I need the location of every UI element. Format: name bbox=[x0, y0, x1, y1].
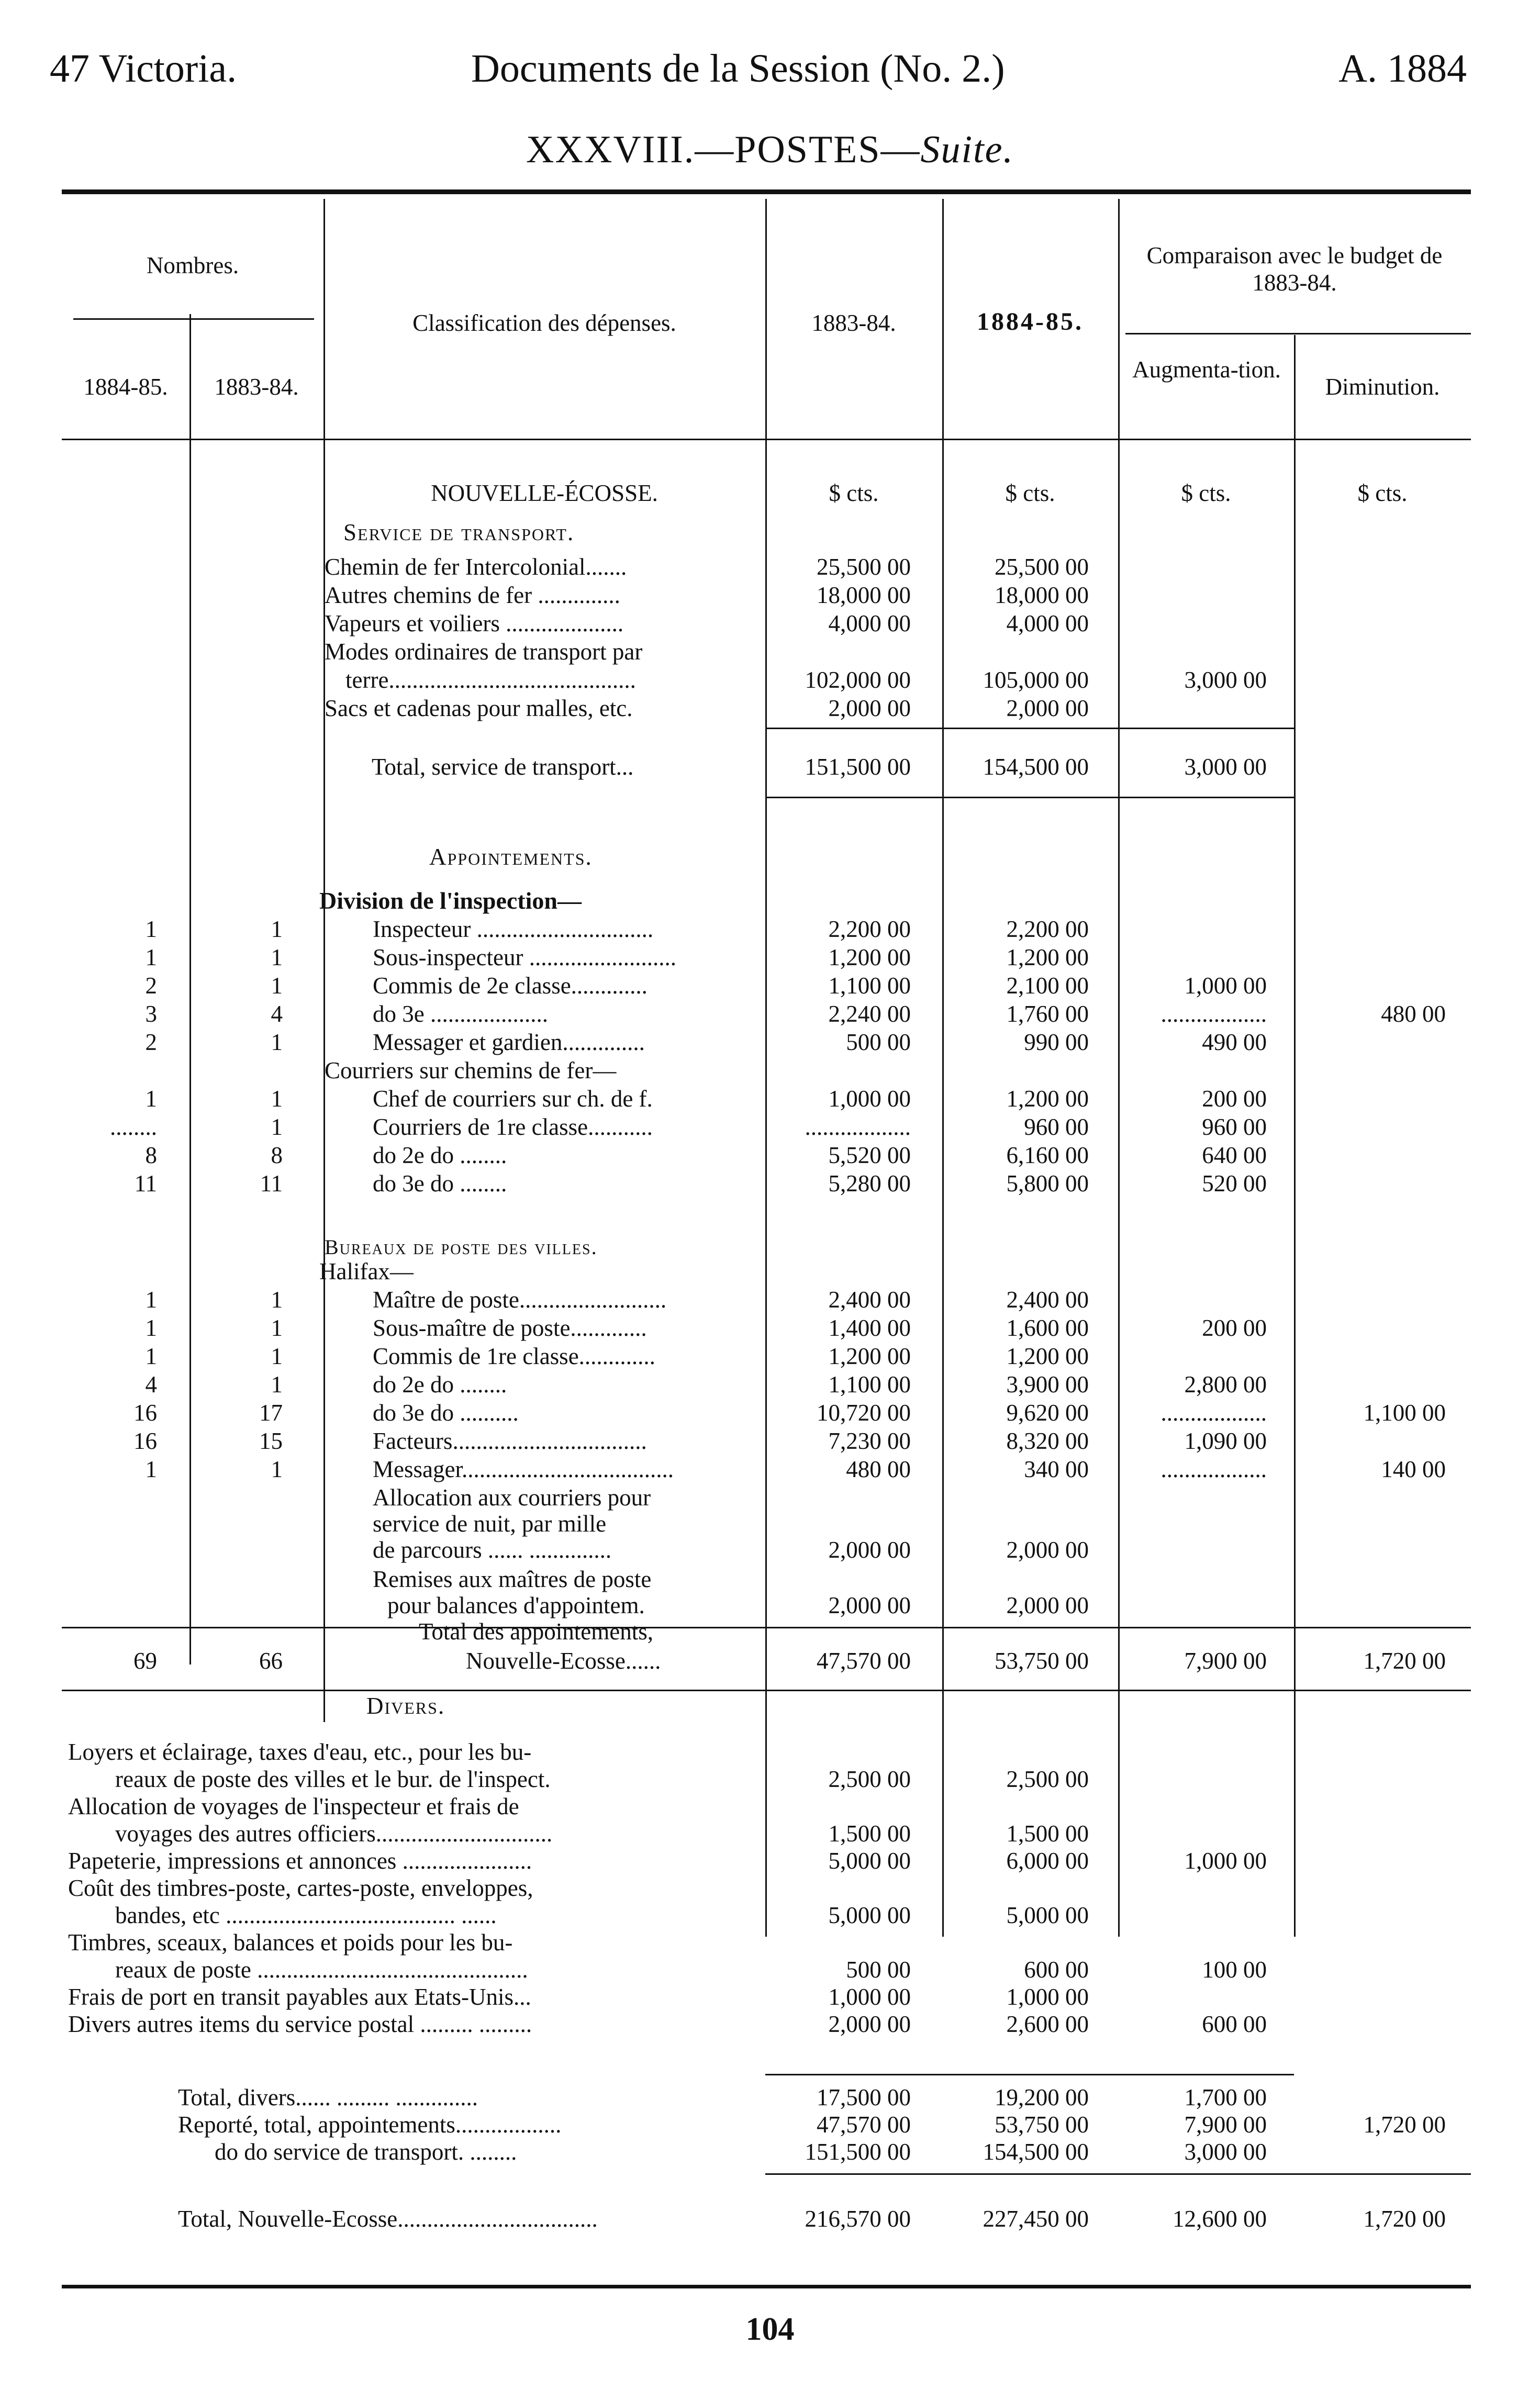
section-title: XXXVIII.—POSTES—Suite. bbox=[526, 128, 1014, 171]
inspection-row-n1: ........ bbox=[110, 1114, 157, 1140]
divers-row-y2: 2,600 00 bbox=[1006, 2011, 1089, 2037]
halifax-row-y2: 1,200 00 bbox=[1006, 1343, 1089, 1369]
divers-row-y2: 1,000 00 bbox=[1006, 1984, 1089, 2010]
summary-row-y1: 17,500 00 bbox=[817, 2084, 911, 2110]
transport-row-y1: 4,000 00 bbox=[828, 610, 911, 636]
divers-row-aug: 1,000 00 bbox=[1184, 1848, 1267, 1874]
inspection-row-n2: 8 bbox=[271, 1142, 283, 1168]
inspection-row-y2: 1,200 00 bbox=[1006, 944, 1089, 970]
transport-row-label: Chemin de fer Intercolonial....... bbox=[325, 554, 627, 580]
divers-row-label: Loyers et éclairage, taxes d'eau, etc., pour les bu- bbox=[68, 1739, 532, 1765]
transport-row-y2: 2,000 00 bbox=[1006, 695, 1089, 721]
transport-row-label: Modes ordinaires de transport par bbox=[325, 639, 643, 665]
inspection-row-y1: 2,200 00 bbox=[828, 916, 911, 942]
inspection-row-n1: 2 bbox=[145, 1029, 157, 1055]
inspection-row-label: do 3e .................... bbox=[373, 1001, 548, 1027]
divers-row-y2: 5,000 00 bbox=[1006, 1902, 1089, 1928]
inspection-row-y2: 960 00 bbox=[1024, 1114, 1089, 1140]
remises-line-2: pour balances d'appointem. bbox=[387, 1592, 645, 1618]
transport-row-label: terre.......................................... bbox=[345, 667, 636, 693]
inspection-row-y1: 2,240 00 bbox=[828, 1001, 911, 1027]
halifax-row-n1: 4 bbox=[145, 1371, 157, 1398]
col-divider-y1 bbox=[765, 199, 767, 1937]
divers-row-label: Coût des timbres-poste, cartes-poste, enveloppes, bbox=[68, 1875, 533, 1901]
inspection-row-aug: .................. bbox=[1160, 1001, 1267, 1027]
grand-total-y1: 216,570 00 bbox=[805, 2206, 911, 2232]
inspection-row-aug: 960 00 bbox=[1202, 1114, 1267, 1140]
header-bottom-rule bbox=[62, 439, 1471, 440]
divers-row-y2: 1,500 00 bbox=[1006, 1821, 1089, 1847]
inspection-row-y2: 2,100 00 bbox=[1006, 973, 1089, 999]
n1-header: 1884-85. bbox=[83, 374, 168, 400]
grand-total-dim: 1,720 00 bbox=[1363, 2206, 1446, 2232]
halifax-row-n2: 1 bbox=[271, 1371, 283, 1398]
halifax-row-aug: 2,800 00 bbox=[1184, 1371, 1267, 1398]
halifax-row-n1: 16 bbox=[133, 1400, 157, 1426]
transport-heading: Service de transport. bbox=[343, 519, 575, 545]
inspection-row-n2: 1 bbox=[271, 1029, 283, 1055]
inspection-row-label: Commis de 2e classe............. bbox=[373, 973, 648, 999]
remises-y2: 2,000 00 bbox=[1006, 1592, 1089, 1618]
halifax-row-dim: 140 00 bbox=[1381, 1456, 1446, 1482]
inspection-row-y2: 5,800 00 bbox=[1006, 1170, 1089, 1197]
appointements-total-y1: 47,570 00 bbox=[817, 1648, 911, 1674]
transport-row-label: Autres chemins de fer .............. bbox=[325, 582, 620, 608]
halifax-row-aug: 200 00 bbox=[1202, 1315, 1267, 1341]
comparaison-rule bbox=[1125, 333, 1471, 334]
transport-total-aug: 3,000 00 bbox=[1184, 754, 1267, 780]
halifax-row-n1: 1 bbox=[145, 1315, 157, 1341]
inspection-row-label: Courriers sur chemins de fer— bbox=[325, 1057, 617, 1084]
nombres-rule bbox=[73, 318, 314, 320]
inspection-row-aug: 1,000 00 bbox=[1184, 973, 1267, 999]
divers-row-aug: 100 00 bbox=[1202, 1957, 1267, 1983]
inspection-row-aug: 200 00 bbox=[1202, 1086, 1267, 1112]
inspection-row-aug: 520 00 bbox=[1202, 1170, 1267, 1197]
halifax-row-y1: 10,720 00 bbox=[817, 1400, 911, 1426]
halifax-row-n2: 15 bbox=[259, 1428, 283, 1454]
divers-row-y1: 2,000 00 bbox=[828, 2011, 911, 2037]
bottom-rule bbox=[62, 2285, 1471, 2288]
inspection-row-aug: 490 00 bbox=[1202, 1029, 1267, 1055]
halifax-row-y2: 8,320 00 bbox=[1006, 1428, 1089, 1454]
inspection-row-y2: 1,760 00 bbox=[1006, 1001, 1089, 1027]
summary-total-rule bbox=[765, 2173, 1471, 2175]
appointements-total-dim: 1,720 00 bbox=[1363, 1648, 1446, 1674]
halifax-row-n2: 1 bbox=[271, 1315, 283, 1341]
divers-row-label: Allocation de voyages de l'inspecteur et frais de bbox=[68, 1793, 519, 1819]
divers-row-aug: 600 00 bbox=[1202, 2011, 1267, 2037]
year2-header: 1884-85. bbox=[977, 308, 1084, 336]
units-y2: $ cts. bbox=[1005, 480, 1055, 506]
allocation-line-2: service de nuit, par mille bbox=[373, 1511, 607, 1537]
halifax-row-y1: 1,400 00 bbox=[828, 1315, 911, 1341]
divers-row-y1: 1,500 00 bbox=[828, 1821, 911, 1847]
halifax-row-n2: 17 bbox=[259, 1400, 283, 1426]
header-center: Documents de la Session (No. 2.) bbox=[471, 47, 1005, 91]
divers-subtotal-rule bbox=[765, 2074, 1294, 2075]
inspection-row-y1: 1,100 00 bbox=[828, 973, 911, 999]
divers-row-y2: 6,000 00 bbox=[1006, 1848, 1089, 1874]
appointements-heading: Appointements. bbox=[429, 844, 593, 870]
inspection-row-n2: 1 bbox=[271, 916, 283, 942]
inspection-row-y1: 500 00 bbox=[846, 1029, 911, 1055]
summary-row-y1: 151,500 00 bbox=[805, 2139, 911, 2165]
halifax-row-y2: 9,620 00 bbox=[1006, 1400, 1089, 1426]
appointements-total-top-rule bbox=[62, 1627, 1471, 1628]
year1-header: 1883-84. bbox=[811, 310, 896, 336]
inspection-row-n1: 3 bbox=[145, 1001, 157, 1027]
divers-row-label: Timbres, sceaux, balances et poids pour les bu- bbox=[68, 1929, 513, 1956]
summary-row-aug: 1,700 00 bbox=[1184, 2084, 1267, 2110]
transport-row-y1: 2,000 00 bbox=[828, 695, 911, 721]
transport-row-label: Vapeurs et voiliers .................... bbox=[325, 610, 624, 636]
grand-total-aug: 12,600 00 bbox=[1173, 2206, 1267, 2232]
transport-row-y2: 4,000 00 bbox=[1006, 610, 1089, 636]
transport-total-y1: 151,500 00 bbox=[805, 754, 911, 780]
augmentation-header: Augmenta-tion. bbox=[1132, 356, 1281, 383]
inspection-row-label: Sous-inspecteur ......................... bbox=[373, 944, 676, 970]
diminution-header: Diminution. bbox=[1325, 374, 1440, 400]
inspection-row-n1: 8 bbox=[145, 1142, 157, 1168]
province-heading: NOUVELLE-ÉCOSSE. bbox=[431, 480, 658, 506]
halifax-row-y2: 340 00 bbox=[1024, 1456, 1089, 1482]
divers-row-label: Frais de port en transit payables aux Etats-Unis... bbox=[68, 1984, 531, 2010]
top-rule bbox=[62, 189, 1471, 194]
inspection-row-y1: 1,200 00 bbox=[828, 944, 911, 970]
transport-subtotal-rule bbox=[765, 728, 1294, 729]
units-dim: $ cts. bbox=[1357, 480, 1408, 506]
appointements-total-y2: 53,750 00 bbox=[995, 1648, 1089, 1674]
inspection-row-label: Messager et gardien.............. bbox=[373, 1029, 645, 1055]
inspection-row-y1: .................. bbox=[805, 1114, 911, 1140]
inspection-heading: Division de l'inspection— bbox=[319, 887, 582, 914]
allocation-y1: 2,000 00 bbox=[828, 1537, 911, 1563]
classification-header: Classification des dépenses. bbox=[412, 310, 676, 336]
inspection-row-n2: 1 bbox=[271, 944, 283, 970]
divers-row-label: reaux de poste des villes et le bur. de l'inspect. bbox=[115, 1766, 551, 1792]
col-divider-counts bbox=[189, 314, 191, 1665]
inspection-row-y1: 5,520 00 bbox=[828, 1142, 911, 1168]
halifax-row-label: Commis de 1re classe............. bbox=[373, 1343, 655, 1369]
halifax-row-n2: 1 bbox=[271, 1287, 283, 1313]
bureaux-heading: Bureaux de poste des villes. bbox=[325, 1235, 598, 1259]
page-number: 104 bbox=[745, 2311, 795, 2347]
divers-row-label: Papeterie, impressions et annonces ...................... bbox=[68, 1848, 532, 1874]
summary-row-dim: 1,720 00 bbox=[1363, 2112, 1446, 2138]
halifax-row-label: Facteurs................................. bbox=[373, 1428, 647, 1454]
units-y1: $ cts. bbox=[829, 480, 879, 506]
summary-row-y2: 53,750 00 bbox=[995, 2112, 1089, 2138]
inspection-row-n2: 1 bbox=[271, 973, 283, 999]
inspection-row-label: do 2e do ........ bbox=[373, 1142, 507, 1168]
transport-row-y2: 105,000 00 bbox=[983, 667, 1089, 693]
summary-row-y2: 19,200 00 bbox=[995, 2084, 1089, 2110]
transport-total-rule bbox=[765, 797, 1294, 798]
halifax-row-y1: 2,400 00 bbox=[828, 1287, 911, 1313]
allocation-line-1: Allocation aux courriers pour bbox=[373, 1484, 651, 1511]
inspection-row-y2: 1,200 00 bbox=[1006, 1086, 1089, 1112]
n2-header: 1883-84. bbox=[214, 374, 299, 400]
halifax-row-aug: .................. bbox=[1160, 1456, 1267, 1482]
transport-row-aug: 3,000 00 bbox=[1184, 667, 1267, 693]
divers-row-label: Divers autres items du service postal ......... ......... bbox=[68, 2011, 532, 2037]
inspection-row-y2: 6,160 00 bbox=[1006, 1142, 1089, 1168]
inspection-row-y1: 5,280 00 bbox=[828, 1170, 911, 1197]
halifax-row-n2: 1 bbox=[271, 1343, 283, 1369]
inspection-row-n1: 1 bbox=[145, 944, 157, 970]
units-aug: $ cts. bbox=[1181, 480, 1231, 506]
col-divider-aug bbox=[1118, 199, 1120, 1937]
header-right: A. 1884 bbox=[1338, 47, 1467, 91]
halifax-row-y1: 1,200 00 bbox=[828, 1343, 911, 1369]
summary-row-y1: 47,570 00 bbox=[817, 2112, 911, 2138]
inspection-row-label: do 3e do ........ bbox=[373, 1170, 507, 1197]
remises-y1: 2,000 00 bbox=[828, 1592, 911, 1618]
summary-row-aug: 3,000 00 bbox=[1184, 2139, 1267, 2165]
transport-row-y2: 18,000 00 bbox=[995, 582, 1089, 608]
appointements-total-line-1: Total des appointements, bbox=[419, 1618, 654, 1645]
halifax-row-dim: 1,100 00 bbox=[1363, 1400, 1446, 1426]
summary-row-aug: 7,900 00 bbox=[1184, 2112, 1267, 2138]
appointements-total-bottom-rule bbox=[62, 1690, 1471, 1691]
summary-row-label: Total, divers...... ......... .............. bbox=[178, 2084, 478, 2110]
divers-row-label: bandes, etc ....................................... ...... bbox=[115, 1902, 497, 1928]
allocation-line-3: de parcours ...... .............. bbox=[373, 1537, 612, 1563]
inspection-row-n1: 2 bbox=[145, 973, 157, 999]
transport-row-y1: 18,000 00 bbox=[817, 582, 911, 608]
appointements-total-line-2: Nouvelle-Ecosse...... bbox=[466, 1648, 661, 1674]
halifax-row-aug: 1,090 00 bbox=[1184, 1428, 1267, 1454]
halifax-row-y2: 3,900 00 bbox=[1006, 1371, 1089, 1398]
halifax-heading: Halifax— bbox=[319, 1258, 414, 1285]
col-divider-dim bbox=[1294, 335, 1296, 1937]
halifax-row-n1: 1 bbox=[145, 1343, 157, 1369]
halifax-row-n1: 1 bbox=[145, 1456, 157, 1482]
divers-row-label: reaux de poste .............................................. bbox=[115, 1957, 528, 1983]
col-divider-y2 bbox=[942, 199, 944, 1937]
allocation-y2: 2,000 00 bbox=[1006, 1537, 1089, 1563]
inspection-row-y2: 2,200 00 bbox=[1006, 916, 1089, 942]
transport-row-y1: 102,000 00 bbox=[805, 667, 911, 693]
inspection-row-n1: 11 bbox=[134, 1170, 157, 1197]
divers-row-y2: 600 00 bbox=[1024, 1957, 1089, 1983]
inspection-row-n2: 1 bbox=[271, 1114, 283, 1140]
inspection-row-label: Chef de courriers sur ch. de f. bbox=[373, 1086, 653, 1112]
divers-row-y1: 1,000 00 bbox=[828, 1984, 911, 2010]
inspection-row-dim: 480 00 bbox=[1381, 1001, 1446, 1027]
appointements-total-aug: 7,900 00 bbox=[1184, 1648, 1267, 1674]
header-left: 47 Victoria. bbox=[50, 47, 237, 91]
halifax-row-y1: 1,100 00 bbox=[828, 1371, 911, 1398]
inspection-row-label: Courriers de 1re classe........... bbox=[373, 1114, 653, 1140]
transport-row-y2: 25,500 00 bbox=[995, 554, 1089, 580]
inspection-row-aug: 640 00 bbox=[1202, 1142, 1267, 1168]
halifax-row-label: Maître de poste......................... bbox=[373, 1287, 667, 1313]
grand-total-y2: 227,450 00 bbox=[983, 2206, 1089, 2232]
appointements-total-n1: 69 bbox=[133, 1648, 157, 1674]
grand-total-label: Total, Nouvelle-Ecosse.................................. bbox=[178, 2206, 598, 2232]
inspection-row-y2: 990 00 bbox=[1024, 1029, 1089, 1055]
transport-row-y1: 25,500 00 bbox=[817, 554, 911, 580]
halifax-row-n1: 1 bbox=[145, 1287, 157, 1313]
halifax-row-label: do 2e do ........ bbox=[373, 1371, 507, 1398]
summary-row-label: do do service de transport. ........ bbox=[215, 2139, 517, 2165]
halifax-row-label: do 3e do .......... bbox=[373, 1400, 519, 1426]
inspection-row-n2: 11 bbox=[260, 1170, 283, 1197]
divers-row-y1: 5,000 00 bbox=[828, 1902, 911, 1928]
divers-row-y2: 2,500 00 bbox=[1006, 1766, 1089, 1792]
inspection-row-n1: 1 bbox=[145, 1086, 157, 1112]
halifax-row-y2: 2,400 00 bbox=[1006, 1287, 1089, 1313]
summary-row-label: Reporté, total, appointements.................. bbox=[178, 2112, 562, 2138]
remises-line-1: Remises aux maîtres de poste bbox=[373, 1566, 652, 1592]
halifax-row-label: Sous-maître de poste............. bbox=[373, 1315, 647, 1341]
divers-row-y1: 500 00 bbox=[846, 1957, 911, 1983]
transport-row-label: Sacs et cadenas pour malles, etc. bbox=[325, 695, 633, 721]
transport-total-label: Total, service de transport... bbox=[372, 754, 634, 780]
nombres-header: Nombres. bbox=[146, 252, 239, 278]
halifax-row-label: Messager.................................... bbox=[373, 1456, 674, 1482]
divers-heading: Divers. bbox=[366, 1693, 445, 1719]
col-divider-classification bbox=[323, 199, 325, 1722]
halifax-row-aug: .................. bbox=[1160, 1400, 1267, 1426]
transport-total-y2: 154,500 00 bbox=[983, 754, 1089, 780]
halifax-row-n1: 16 bbox=[133, 1428, 157, 1454]
comparaison-header: Comparaison avec le budget de 1883-84. bbox=[1146, 242, 1443, 296]
inspection-row-n1: 1 bbox=[145, 916, 157, 942]
divers-row-y1: 5,000 00 bbox=[828, 1848, 911, 1874]
divers-row-y1: 2,500 00 bbox=[828, 1766, 911, 1792]
inspection-row-label: Inspecteur .............................. bbox=[373, 916, 654, 942]
appointements-total-n2: 66 bbox=[259, 1648, 283, 1674]
halifax-row-y1: 7,230 00 bbox=[828, 1428, 911, 1454]
halifax-row-n2: 1 bbox=[271, 1456, 283, 1482]
halifax-row-y1: 480 00 bbox=[846, 1456, 911, 1482]
divers-row-label: voyages des autres officiers.............................. bbox=[115, 1821, 553, 1847]
inspection-row-y1: 1,000 00 bbox=[828, 1086, 911, 1112]
summary-row-y2: 154,500 00 bbox=[983, 2139, 1089, 2165]
inspection-row-n2: 1 bbox=[271, 1086, 283, 1112]
halifax-row-y2: 1,600 00 bbox=[1006, 1315, 1089, 1341]
inspection-row-n2: 4 bbox=[271, 1001, 283, 1027]
